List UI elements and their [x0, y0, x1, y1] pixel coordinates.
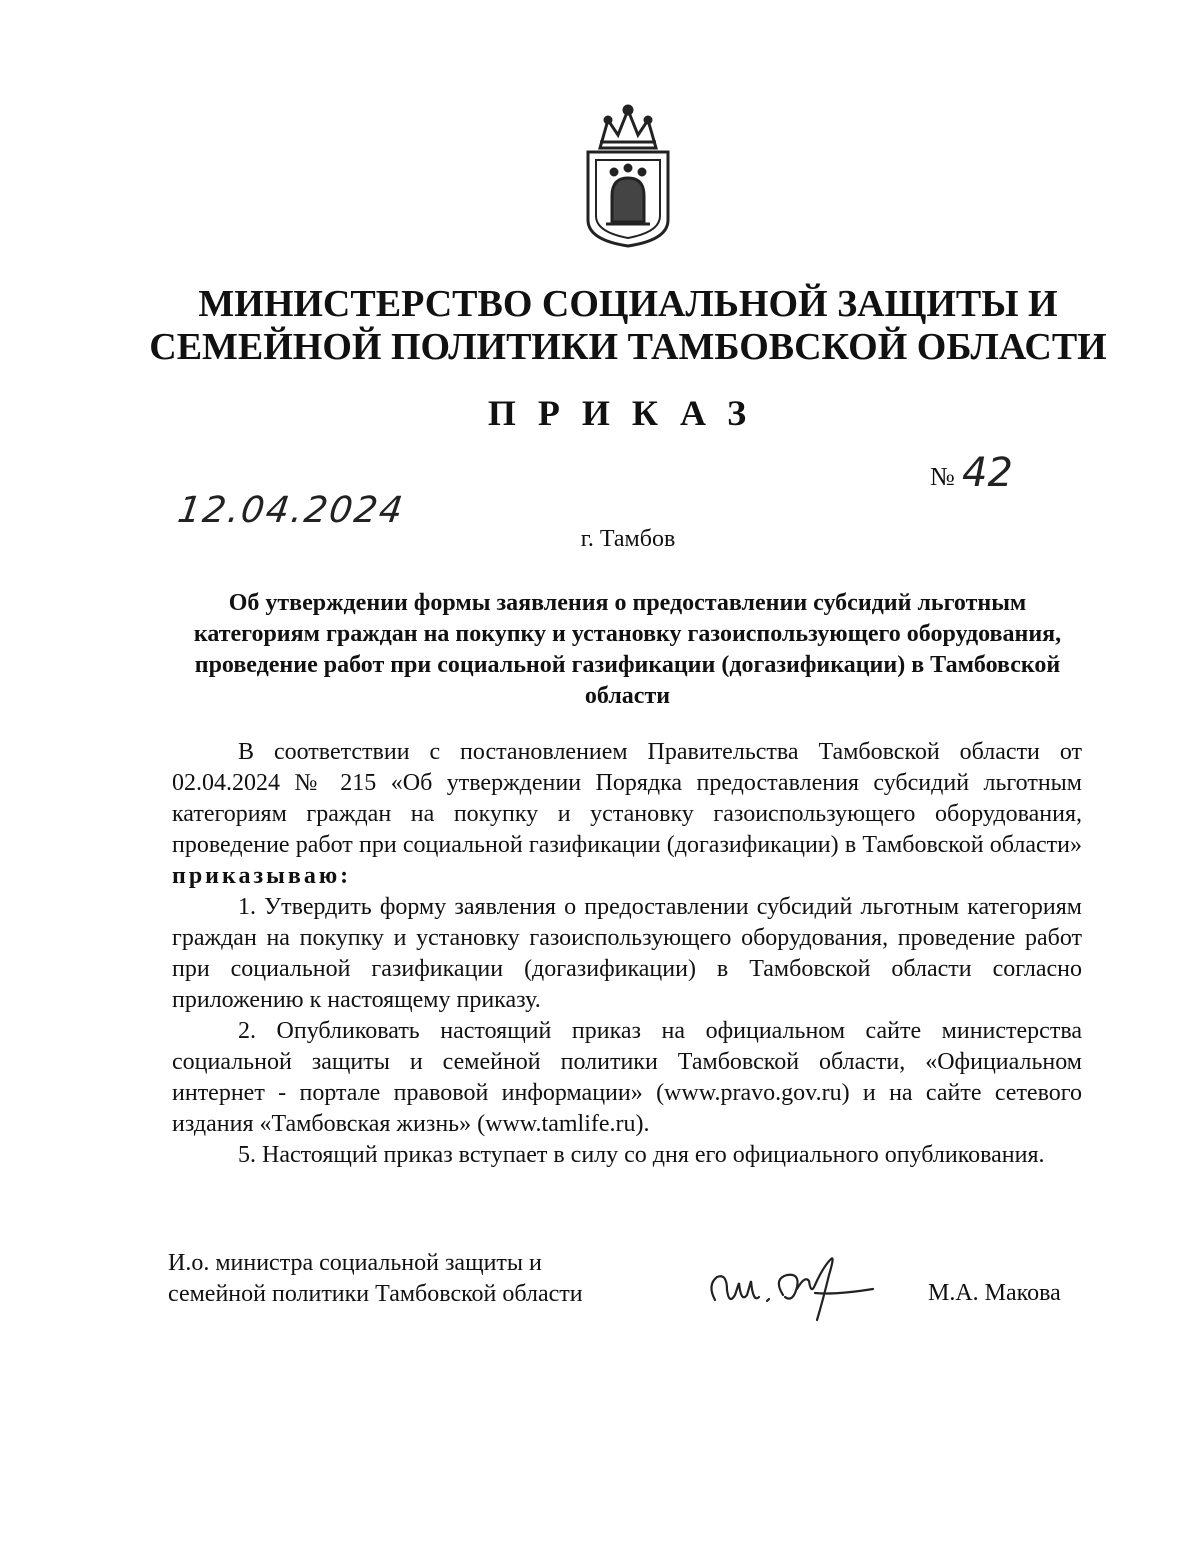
preamble-order-word: приказываю:: [172, 863, 352, 889]
signatory-name: М.А. Макова: [928, 1280, 1061, 1306]
signatory-position: [168, 1248, 583, 1310]
signatory-position-line2: семейной политики Тамбовской области: [168, 1281, 583, 1307]
document-date: 12.04.2024: [175, 490, 408, 531]
document-number-label: №: [930, 462, 955, 491]
document-number: 42: [962, 450, 1013, 496]
preamble-text: В соответствии с постановлением Правительства Тамбовской области от 02.04.2024 № 215 «Об утверждении Порядка предоставления субсидий льготным категориям граждан на покупку и установку газоиспользующего оборудования, проведение работ при социальной газификации (догазификации) в Тамбовской области»: [172, 739, 1082, 858]
order-item-3: 5. Настоящий приказ вступает в силу со дня его официального опубликования.: [238, 1142, 1045, 1168]
signatory-position-line1: И.о. министра социальной защиты и: [168, 1250, 542, 1276]
order-item-2: 2. Опубликовать настоящий приказ на официальном сайте министерства социальной защиты и семейной политики Тамбовской области, «Официальном интернет - портале правовой информации» (www.pravo.gov.ru) и на сайте сетевого издания «Тамбовская жизнь» (www.tamlife.ru).: [172, 1018, 1082, 1137]
ministry-name-line1: МИНИСТЕРСТВО СОЦИАЛЬНОЙ ЗАЩИТЫ И: [198, 283, 1058, 325]
document-subject: Об утверждении формы заявления о предоставлении субсидий льготным категориям граждан на покупку и установку газоиспользующего оборудования, проведение работ при социальной газификации (догазификации) в Тамбовской области: [193, 590, 1062, 709]
handwritten-signature: [705, 1245, 885, 1325]
document-type-title: ПРИКАЗ: [487, 393, 769, 433]
document-city: г. Тамбов: [580, 526, 676, 552]
document-body: [172, 737, 1082, 1171]
ministry-name-line2: СЕМЕЙНОЙ ПОЛИТИКИ ТАМБОВСКОЙ ОБЛАСТИ: [149, 326, 1107, 368]
preamble-paragraph: [172, 737, 1082, 892]
tambov-coat-of-arms-icon: [578, 100, 678, 250]
order-item-1: 1. Утвердить форму заявления о предоставлении субсидий льготным категориям граждан на покупку и установку газоиспользующего оборудования, проведение работ при социальной газификации (догазификации) в Тамбовской области согласно приложению к настоящему приказу.: [172, 894, 1082, 1013]
